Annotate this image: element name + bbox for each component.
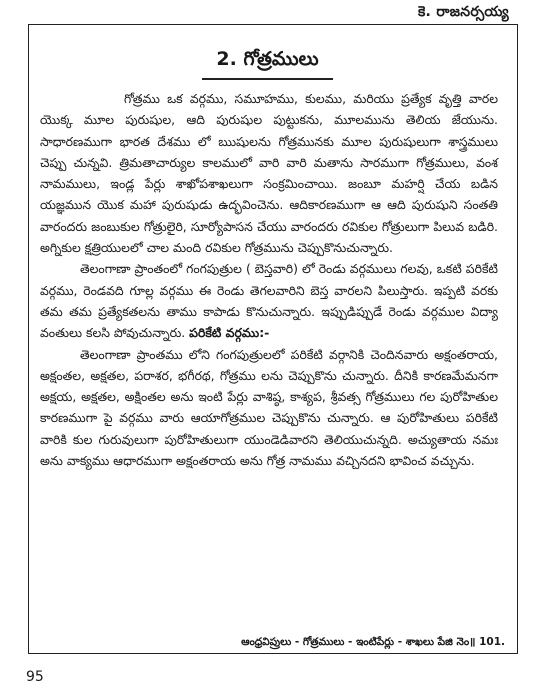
body-text xyxy=(40,88,498,471)
page-number: 95 xyxy=(26,669,44,685)
paragraph-telangana-groups xyxy=(40,258,498,343)
running-header-author: కె. రాజనర్సయ్య xyxy=(417,4,509,20)
chapter-title-text: 2. గోత్రములు xyxy=(202,48,332,80)
paragraph-gotra-intro: గోత్రము ఒక వర్గము, సమూహము, కులము, మరియు ప్రత్యేక వృత్తి వారల యొక్క మూల పురుషుల, ఆది పురుషుల పుట్టుకను, మూలమును తెలియ జేయును. సాధారణముగా భారత దేశము లో ఋషులను గోత్రమునకు మూల పురుషులుగా శాస్త్రములు చెప్పు చున్నవి. త్రిమతాచార్యుల కాలములో వారి వారి మతాను సారముగా గోత్రములు, వంశ నామములు, ఇండ్ల పేర్లు శాఖోపశాఖలుగా సంక్రమించాయి. జంబూ మహర్షి చేయ బడిన యజ్ఞమున యొక మహా పురుషుడు ఉద్భవించెను. ఆదికారణముగా ఆ ఆది పురుషుని సంతతి వారందరు జంబుకుల గోత్రులైరి, సూర్యోపాసన చేయు వారందరు రవికుల గోత్రులుగా పిలువ బడిరి. అగ్నికుల క్షత్రియులలో చాల మంది రవికుల గోత్రమును చెప్పుకొనుచున్నారు. xyxy=(40,91,498,256)
footnote-reference: ఆంధ్రవిప్రులు - గోత్రములు - ఇంటిపేర్లు - శాఖలు పేజి నెం॥ 101. xyxy=(241,636,505,648)
paragraph-telangana-groups-text: తెలంగాణా ప్రాంతంలో గంగపుత్రుల ( బెస్తవారి) లో రెండు వర్గములు గలవు, ఒకటి పరికేటి వర్గము, రెండవది గూల్ల వర్గము ఈ రెండు తెగలవారిని బెస్త వారలని పిలుస్తారు. ఇప్పటి వరకు తమ తమ ప్రత్యేకతలను తాము కాపాడు కొనుచున్నారు. ఇప్పుడిప్పుడే రెండు వర్గముల విద్యా వంతులు కలసి పోవుచున్నారు. xyxy=(40,261,498,341)
chapter-title xyxy=(0,48,535,80)
section-subheading: పరికేటి వర్గము:- xyxy=(189,325,270,341)
paragraph-pariketi: తెలంగాణా ప్రాంతము లోని గంగపుత్రులలో పరికేటి వర్గానికి చెందినవారు అక్షంతరాయ, అక్షంతల, అక్షతల, పరాశర, భగీరథ, గోత్రము లను చెప్పుకొను చున్నారు. దీనికి కారణమేమనగా అక్షయ, అక్షతల, అక్షింతల అను ఇంటి పేర్లు వాశిష్ఠ, కాశ్యప, శ్రీవత్స గోత్రములు గల పురోహితుల కారణముగా పై వర్గము వారు ఆయాగోత్రముల చెప్పుకొను చున్నారు. ఆ పురోహితులు పరికేటి వారికి కుల గురువులుగా పురోహితులుగా యుండెడివారని తెలియుచున్నది. అచ్యుతాయ నమః అను వాక్యము ఆధారముగా అక్షంతరాయ అను గోత్ర నామము వచ్చినదని భావించ వచ్చును. xyxy=(40,346,498,469)
